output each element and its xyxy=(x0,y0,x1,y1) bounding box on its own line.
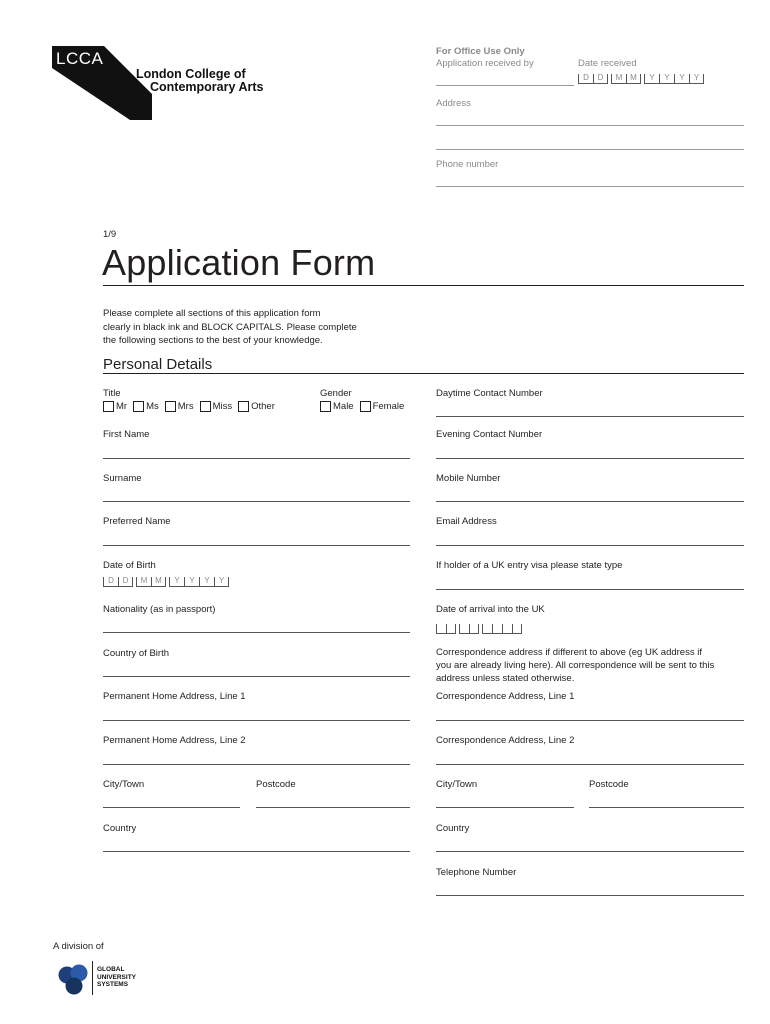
checkbox-ms[interactable] xyxy=(133,401,144,412)
visa-label: If holder of a UK entry visa please state type xyxy=(436,560,623,571)
option-label-other: Other xyxy=(251,401,275,412)
office-date-cell-4[interactable]: Y xyxy=(644,74,659,84)
perm-country-label: Country xyxy=(103,823,137,834)
corr-address-line1-field[interactable] xyxy=(436,720,744,721)
gus-line-1: GLOBAL xyxy=(97,966,125,973)
title-option-mr[interactable] xyxy=(103,401,127,412)
option-label-mrs: Mrs xyxy=(177,401,194,412)
dob-field[interactable] xyxy=(103,575,229,587)
first-name-field[interactable] xyxy=(103,458,410,459)
dob-cell-6[interactable]: Y xyxy=(199,577,214,587)
nationality-label: Nationality (as in passport) xyxy=(103,604,216,615)
dob-cell-5[interactable]: Y xyxy=(184,577,199,587)
perm-city-label: City/Town xyxy=(103,779,145,790)
arrival-date-cell[interactable] xyxy=(492,624,502,634)
evening-number-label: Evening Contact Number xyxy=(436,429,543,440)
corr-address-line2-label: Correspondence Address, Line 2 xyxy=(436,735,575,746)
logo-name-line1: London College of xyxy=(136,67,246,81)
corr-city-label: City/Town xyxy=(436,779,478,790)
daytime-number-label: Daytime Contact Number xyxy=(436,388,543,399)
surname-field[interactable] xyxy=(103,501,410,502)
title-label: Title xyxy=(103,388,121,399)
checkbox-mrs[interactable] xyxy=(165,401,176,412)
arrival-date-cell[interactable] xyxy=(502,624,512,634)
first-name-label: First Name xyxy=(103,429,150,440)
office-address-label: Address xyxy=(436,98,471,109)
checkbox-miss[interactable] xyxy=(200,401,211,412)
arrival-date-cell[interactable] xyxy=(469,624,479,634)
arrival-date-cell[interactable] xyxy=(436,624,446,634)
surname-label: Surname xyxy=(103,473,142,484)
office-date-received-label: Date received xyxy=(578,58,637,69)
correspondence-note-line-1: Correspondence address if different to above (eg UK address if xyxy=(436,647,702,658)
arrival-date-cell[interactable] xyxy=(446,624,456,634)
gus-divider xyxy=(92,961,93,995)
corr-country-field[interactable] xyxy=(436,851,744,852)
corr-postcode-field[interactable] xyxy=(589,807,744,808)
arrival-date-field[interactable] xyxy=(436,624,522,634)
correspondence-note-line-2: you are already living here). All correspondence will be sent to this xyxy=(436,660,715,671)
gus-wordmark xyxy=(97,966,136,989)
telephone-field[interactable] xyxy=(436,895,744,896)
gus-logo-mark xyxy=(56,962,90,996)
office-date-cell-5[interactable]: Y xyxy=(659,74,674,84)
gus-line-3: SYSTEMS xyxy=(97,981,129,988)
logo-name-line2: Contemporary Arts xyxy=(150,80,264,94)
email-field[interactable] xyxy=(436,545,744,546)
option-label-miss: Miss xyxy=(212,401,233,412)
checkbox-female[interactable] xyxy=(360,401,371,412)
gus-line-2: UNIVERSITY xyxy=(97,973,137,981)
office-date-cell-0[interactable]: D xyxy=(578,74,593,84)
arrival-date-label: Date of arrival into the UK xyxy=(436,604,545,615)
title-rule xyxy=(103,285,744,286)
office-phone-field[interactable] xyxy=(436,186,744,187)
office-address-field-1[interactable] xyxy=(436,125,744,126)
dob-cell-7[interactable]: Y xyxy=(214,577,229,587)
section-title-personal-details: Personal Details xyxy=(103,356,213,373)
perm-address-line1-label: Permanent Home Address, Line 1 xyxy=(103,691,246,702)
intro-line-3: the following sections to the best of your knowledge. xyxy=(103,335,323,346)
office-date-received-field[interactable] xyxy=(578,72,704,84)
office-date-cell-3[interactable]: M xyxy=(626,74,641,84)
perm-city-field[interactable] xyxy=(103,807,240,808)
country-of-birth-field[interactable] xyxy=(103,676,410,677)
dob-cell-4[interactable]: Y xyxy=(169,577,184,587)
perm-address-line1-field[interactable] xyxy=(103,720,410,721)
checkbox-mr[interactable] xyxy=(103,401,114,412)
arrival-date-cell[interactable] xyxy=(512,624,522,634)
option-label-mr: Mr xyxy=(116,401,128,412)
title-option-other[interactable] xyxy=(238,401,275,412)
office-date-cell-7[interactable]: Y xyxy=(689,74,704,84)
intro-line-1: Please complete all sections of this application form xyxy=(103,308,321,319)
title-options xyxy=(103,401,281,412)
office-date-cell-6[interactable]: Y xyxy=(674,74,689,84)
page-number: 1/9 xyxy=(103,229,117,240)
corr-country-label: Country xyxy=(436,823,470,834)
checkbox-male[interactable] xyxy=(320,401,331,412)
telephone-label: Telephone Number xyxy=(436,867,517,878)
intro-text xyxy=(103,307,357,348)
email-label: Email Address xyxy=(436,516,497,527)
dob-cell-0[interactable]: D xyxy=(103,577,118,587)
preferred-name-field[interactable] xyxy=(103,545,410,546)
country-of-birth-label: Country of Birth xyxy=(103,648,169,659)
corr-postcode-label: Postcode xyxy=(589,779,629,790)
perm-postcode-label: Postcode xyxy=(256,779,296,790)
perm-country-field[interactable] xyxy=(103,851,410,852)
office-address-field-2[interactable] xyxy=(436,149,744,150)
gender-option-male[interactable] xyxy=(320,401,354,412)
logo-acronym: LCCA xyxy=(56,49,104,68)
dob-cell-2[interactable]: M xyxy=(136,577,151,587)
office-received-by-label: Application received by xyxy=(436,58,534,69)
title-option-ms[interactable] xyxy=(133,401,159,412)
section-rule xyxy=(103,373,744,374)
office-phone-label: Phone number xyxy=(436,159,499,170)
perm-address-line2-label: Permanent Home Address, Line 2 xyxy=(103,735,246,746)
perm-postcode-field[interactable] xyxy=(256,807,410,808)
option-label-ms: Ms xyxy=(146,401,159,412)
office-date-cell-2[interactable]: M xyxy=(611,74,626,84)
corr-city-field[interactable] xyxy=(436,807,574,808)
correspondence-note xyxy=(436,646,714,685)
dob-label: Date of Birth xyxy=(103,560,156,571)
nationality-field[interactable] xyxy=(103,632,410,633)
evening-number-field[interactable] xyxy=(436,458,744,459)
office-heading: For Office Use Only xyxy=(436,46,525,57)
option-label-female: Female xyxy=(372,401,405,412)
office-date-cell-1[interactable]: D xyxy=(593,74,608,84)
mobile-number-field[interactable] xyxy=(436,501,744,502)
gender-option-female[interactable] xyxy=(360,401,405,412)
dob-cell-1[interactable]: D xyxy=(118,577,133,587)
mobile-number-label: Mobile Number xyxy=(436,473,501,484)
arrival-date-cell[interactable] xyxy=(459,624,469,634)
title-option-mrs[interactable] xyxy=(165,401,194,412)
option-label-male: Male xyxy=(333,401,354,412)
gender-label: Gender xyxy=(320,388,352,399)
intro-line-2: clearly in black ink and BLOCK CAPITALS. Please complete xyxy=(103,321,357,333)
checkbox-other[interactable] xyxy=(238,401,249,412)
dob-cell-3[interactable]: M xyxy=(151,577,166,587)
visa-field[interactable] xyxy=(436,589,744,590)
correspondence-note-line-3: address unless stated otherwise. xyxy=(436,673,575,684)
preferred-name-label: Preferred Name xyxy=(103,516,171,527)
gender-options xyxy=(320,401,410,412)
page-title: Application Form xyxy=(102,242,376,283)
arrival-date-cell[interactable] xyxy=(482,624,492,634)
perm-address-line2-field[interactable] xyxy=(103,764,410,765)
division-of-text: A division of xyxy=(53,941,104,952)
corr-address-line2-field[interactable] xyxy=(436,764,744,765)
corr-address-line1-label: Correspondence Address, Line 1 xyxy=(436,691,575,702)
title-option-miss[interactable] xyxy=(200,401,233,412)
office-received-by-field[interactable] xyxy=(436,85,574,86)
daytime-number-field[interactable] xyxy=(436,416,744,417)
